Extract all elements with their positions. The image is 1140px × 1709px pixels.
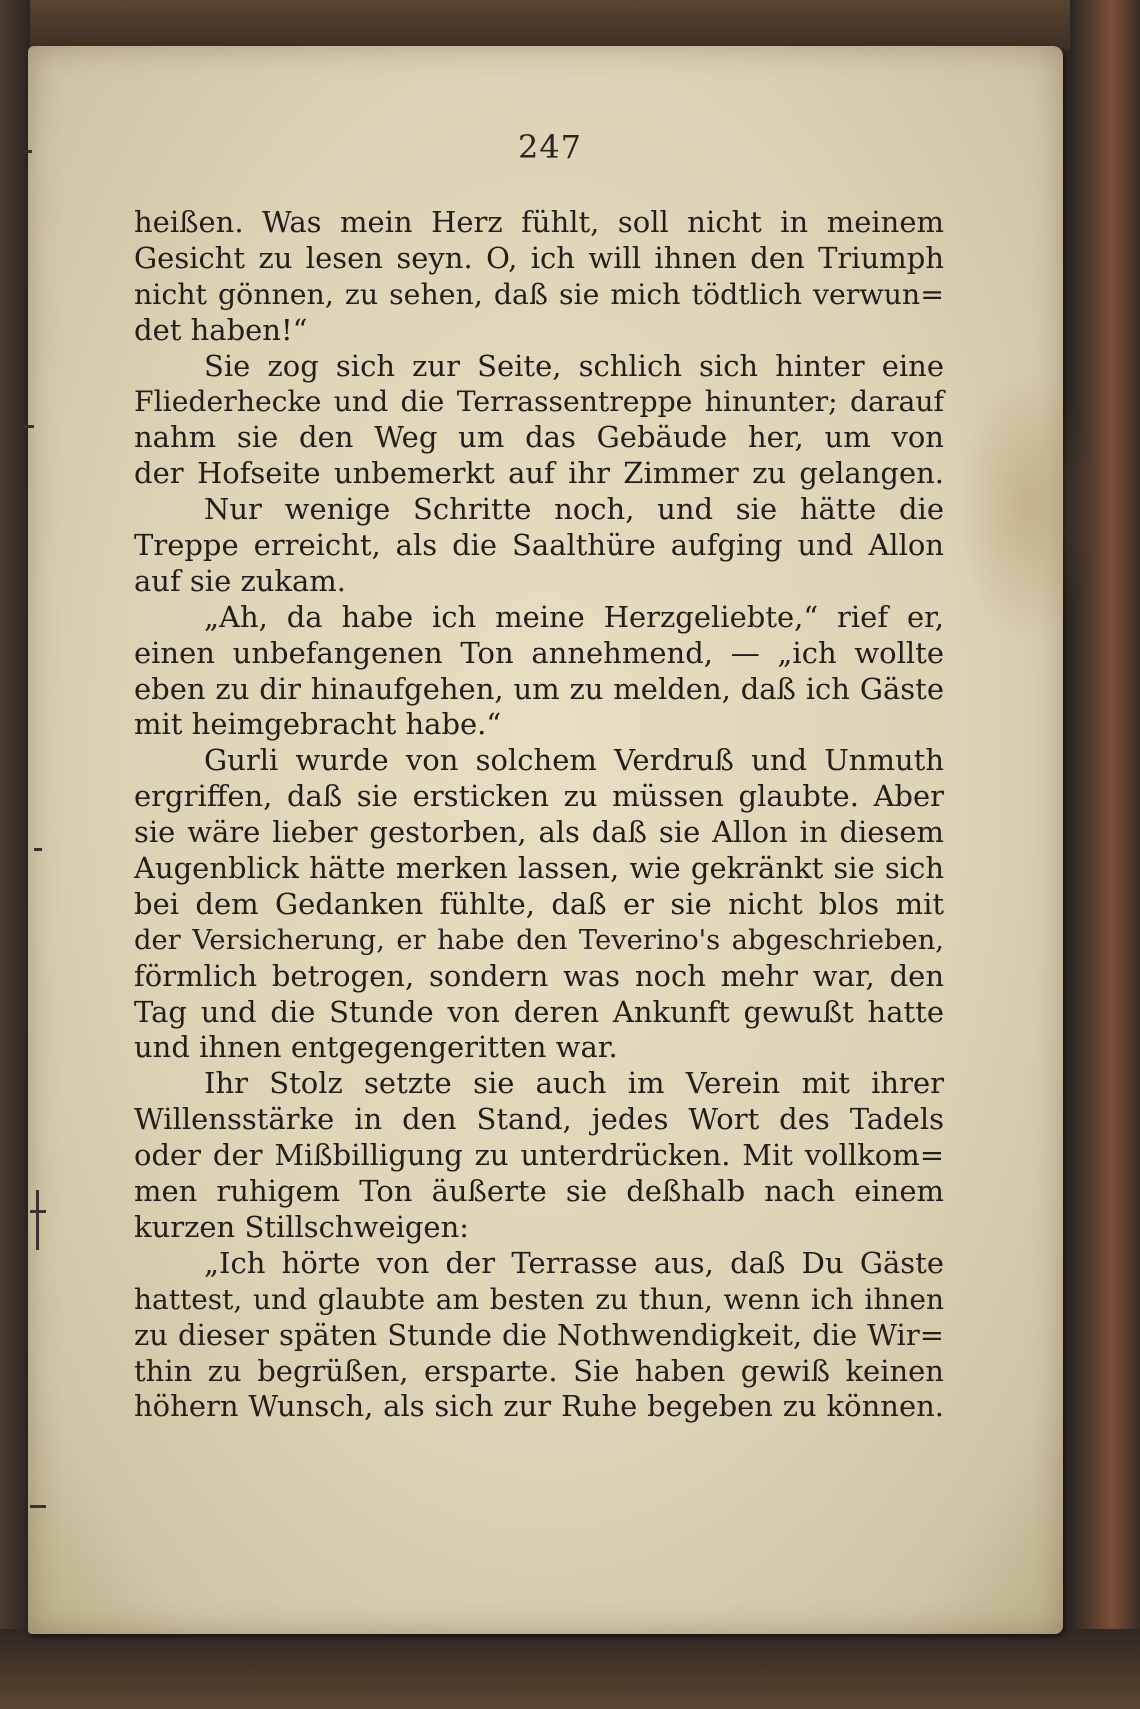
text-line: sie wäre lieber gestorben, als daß sie Allon in diesem <box>134 815 944 850</box>
text-line: oder der Mißbilligung zu unterdrücken. Mit vollkom= <box>134 1138 944 1173</box>
margin-tick <box>24 425 34 428</box>
text-line: hattest, und glaubte am besten zu thun, wenn ich ihnen <box>134 1282 944 1316</box>
margin-tick <box>30 1505 46 1508</box>
text-line: heißen. Was mein Herz fühlt, soll nicht in meinem <box>134 205 944 239</box>
margin-tick <box>34 848 42 851</box>
text-line: auf sie zukam. <box>134 563 346 598</box>
page-stain <box>958 366 1098 646</box>
text-line: Gurli wurde von solchem Verdruß und Unmuth <box>204 743 944 778</box>
text-line: förmlich betrogen, sondern was noch mehr war, den <box>134 958 944 993</box>
cover-bottom-edge <box>0 1629 1140 1709</box>
text-line: nahm sie den Weg um das Gebäude her, um von <box>134 420 944 455</box>
text-line: Sie zog sich zur Seite, schlich sich hinter eine <box>204 348 944 383</box>
text-line: Ihr Stolz setzte sie auch im Verein mit ihrer <box>204 1066 944 1101</box>
cover-right-edge <box>1070 0 1140 1709</box>
text-line: det haben!“ <box>134 312 308 347</box>
text-line: men ruhigem Ton äußerte sie deßhalb nach einem <box>134 1174 944 1209</box>
text-line: Gesicht zu lesen seyn. O, ich will ihnen den Triumph <box>134 240 944 275</box>
text-line: einen unbefangenen Ton annehmend, — „ich wollte <box>134 635 944 670</box>
text-line: und ihnen entgegengeritten war. <box>134 1030 618 1065</box>
text-line: Augenblick hätte merken lassen, wie gekränkt sie sich <box>134 851 944 886</box>
text-line: nicht gönnen, zu sehen, daß sie mich tödtlich verwun= <box>134 277 944 311</box>
text-line: Willensstärke in den Stand, jedes Wort des Tadels <box>134 1102 944 1137</box>
text-line: mit heimgebracht habe.“ <box>134 707 502 742</box>
text-line: „Ich hörte von der Terrasse aus, daß Du Gäste <box>204 1245 944 1280</box>
page-number: 247 <box>517 128 583 166</box>
text-line: Tag und die Stunde von deren Ankunft gewußt hatte <box>134 994 944 1029</box>
text-line: bei dem Gedanken fühlte, daß er sie nicht blos mit <box>134 886 944 921</box>
text-line: kurzen Stillschweigen: <box>134 1209 470 1244</box>
text-line: „Ah, da habe ich meine Herzgeliebte,“ rief er, <box>204 599 944 634</box>
text-line: eben zu dir hinaufgehen, um zu melden, daß ich Gäste <box>134 671 944 706</box>
text-line: zu dieser späten Stunde die Nothwendigkeit, die Wir= <box>134 1317 944 1352</box>
cover-top-edge <box>0 0 1140 50</box>
text-line: höhern Wunsch, als sich zur Ruhe begeben zu können. <box>134 1389 944 1424</box>
margin-tick <box>36 1190 39 1250</box>
text-line: Treppe erreicht, als die Saalthüre aufging und Allon <box>134 528 944 563</box>
body-text <box>134 205 944 1425</box>
text-line: thin zu begrüßen, ersparte. Sie haben gewiß keinen <box>134 1353 944 1388</box>
text-line: Nur wenige Schritte noch, und sie hätte die <box>204 492 944 527</box>
text-line: der Hofseite unbemerkt auf ihr Zimmer zu gelangen. <box>134 456 944 491</box>
text-line: Fliederhecke und die Terrassentreppe hinunter; darauf <box>134 385 944 419</box>
text-line: der Versicherung, er habe den Teverino's abgeschrieben, <box>134 924 944 956</box>
cover-left-edge <box>0 0 30 1709</box>
text-line: ergriffen, daß sie ersticken zu müssen glaubte. Aber <box>134 779 944 814</box>
